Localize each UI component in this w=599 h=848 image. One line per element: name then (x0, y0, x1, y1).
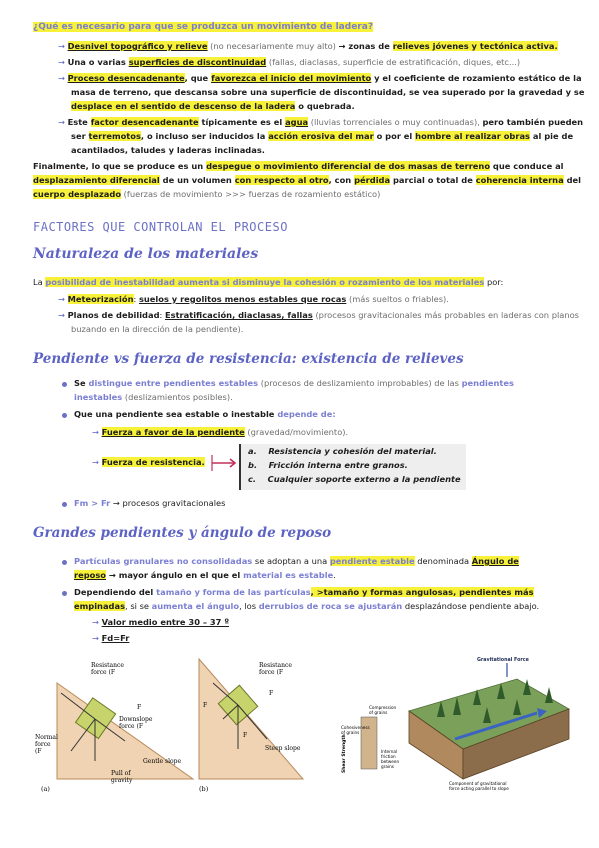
fig-a-downslope: Downslope (119, 716, 153, 723)
fig-a-fd-fr: F (137, 704, 142, 711)
text-span: al pie de (529, 131, 574, 141)
text-span: Dependiendo del (74, 587, 157, 597)
brace-arrow-icon (208, 450, 240, 476)
text-span: (procesos de deslizamiento improbables) de las (258, 378, 462, 388)
fig-c-shear: Shear Strength (342, 734, 347, 773)
fig-a-pull: Pull of (111, 770, 131, 777)
text-span: a. (248, 446, 257, 456)
text-span: (deslizamientos posibles). (122, 392, 233, 402)
fig-c-compression-2: of grains (369, 710, 388, 715)
text-span: se adoptan a una (252, 556, 330, 566)
text-span: cuerpo desplazado (33, 189, 122, 199)
text-span: : (159, 310, 165, 320)
fig-b-fd-fr: F (269, 690, 274, 697)
final-line-3 (33, 189, 380, 200)
text-span: agua (285, 117, 309, 127)
pendiente-heading: Pendiente vs fuerza de resistencia: existencia de relieves (33, 351, 464, 367)
text-span: c. (248, 474, 257, 484)
text-span: Partículas granulares no consolidadas (74, 556, 253, 566)
pendiente-bullet-3 (74, 498, 225, 509)
text-span: inestables (74, 392, 123, 402)
text-span: posibilidad de inestabilidad aumenta si disminuye la cohesión o rozamiento de los materiales (45, 277, 485, 287)
text-span: distingue entre pendientes estables (88, 378, 259, 388)
text-span: material es estable (243, 570, 334, 580)
arrow-icon: → (92, 617, 99, 627)
text-span: empinadas (74, 601, 126, 611)
text-span: pendiente estable (329, 556, 415, 566)
text-span: Proceso desencadenante (67, 73, 185, 83)
bullet-icon (62, 502, 67, 507)
text-span: Se (74, 378, 89, 388)
fig-c-cohesiveness-2: of grains (341, 730, 360, 735)
fig-a-downslope-2: force (F (119, 723, 144, 730)
intro-item-1 (58, 41, 558, 52)
grandes-value-2 (92, 633, 129, 644)
arrow-icon: → (58, 73, 65, 83)
text-span: reposo (74, 570, 106, 580)
text-span: Fd=Fr (101, 633, 130, 643)
fig-a-normal-3: (F (35, 748, 42, 755)
gravitational-force-block-diagram (337, 653, 574, 795)
text-span: relieves jóvenes y tectónica activa. (392, 41, 558, 51)
fig-a-normal-2: force (35, 741, 51, 748)
text-span: (procesos gravitacionales más probables en laderas con planos (312, 310, 580, 320)
arrow-icon: → (58, 117, 65, 127)
intro-item-3-line-3 (71, 101, 355, 112)
text-span: pendientes (461, 378, 514, 388)
fig-a-gentle: Gentle slope (143, 758, 181, 765)
bullet-icon (62, 591, 67, 596)
text-span: que conduce al (490, 161, 564, 171)
grandes-bullet-2 (74, 587, 534, 598)
resistance-item-a (248, 446, 437, 457)
text-span: o quebrada. (295, 101, 355, 111)
text-span: pero también pueden (482, 117, 584, 127)
text-span: denominada (414, 556, 472, 566)
pendiente-factor-1 (92, 427, 348, 438)
text-span: suelos y regolitos menos estables que rocas (138, 294, 347, 304)
text-span: desplace en el sentido de descenso de la ladera (71, 101, 296, 111)
text-span: desplazándose pendiente abajo. (402, 601, 540, 611)
text-span: Finalmente, lo que se produce es un (33, 161, 207, 171)
text-span: Cualquier soporte externo a la pendiente (267, 474, 461, 484)
text-span: Fuerza de resistencia. (101, 457, 205, 467)
intro-item-2 (58, 57, 520, 68)
text-span: Resistencia y cohesión del material. (268, 446, 437, 456)
fig-a-gravity: gravity (111, 777, 133, 784)
intro-item-4 (58, 117, 583, 128)
fig-a-normal: Normal (35, 734, 58, 741)
fig-c-internal-3: between (381, 759, 400, 764)
fig-a-label: (a) (41, 785, 50, 793)
text-span: y el coeficiente de rozamiento estático de la (371, 73, 582, 83)
text-span: depende de: (277, 409, 336, 419)
text-span: acción erosiva del mar (268, 131, 374, 141)
text-span: Fm > Fr (74, 498, 111, 508)
fig-c-compression: Compression (369, 705, 397, 710)
intro-item-3 (58, 73, 582, 84)
text-span: desplazamiento diferencial (33, 175, 160, 185)
text-span: Ángulo de (471, 556, 519, 566)
fig-c-component: Component of gravitational (449, 781, 507, 786)
text-span: Estratificación, diaclasas, fallas (164, 310, 313, 320)
text-span: con respecto al otro (234, 175, 329, 185)
fig-b-label: (b) (199, 785, 209, 793)
text-span: Valor medio entre 30 – 37 º (101, 617, 230, 627)
intro-title-text: ¿Qué es necesario para que se produzca un movimiento de ladera? (33, 22, 374, 32)
text-span: factor desencadenante (90, 117, 199, 127)
fig-c-internal: Internal (381, 749, 398, 754)
bullet-icon (62, 382, 67, 387)
intro-item-4-line-3: acantilados, taludes y laderas inclinadas. (71, 145, 265, 155)
fig-b-fn: F (203, 702, 208, 709)
text-span: (no necesariamente muy alto) (207, 41, 339, 51)
text-span: Una o varias (67, 57, 129, 67)
text-span: → procesos gravitacionales (110, 498, 226, 508)
resistance-item-b (248, 460, 408, 471)
arrow-icon: → (92, 633, 99, 643)
text-span: (más sueltos o friables). (346, 294, 449, 304)
grandes-bullet-1 (74, 556, 519, 567)
text-span: La (33, 277, 46, 287)
naturaleza-heading: Naturaleza de los materiales (33, 246, 259, 262)
text-span: Meteorización (67, 294, 134, 304)
text-span: (gravedad/movimiento). (244, 427, 349, 437)
text-span: , o incluso ser inducidos la (140, 131, 269, 141)
grandes-value-1 (92, 617, 229, 628)
pendiente-bullet-1 (74, 378, 514, 389)
naturaleza-item-1 (58, 294, 449, 305)
grandes-bullet-1-line-2 (74, 570, 336, 581)
arrow-icon: → (58, 310, 65, 320)
bullet-icon (62, 560, 67, 565)
text-span: (fallas, diaclasas, superficie de estratificación, diques, etc...) (266, 57, 521, 67)
text-span: hombre al realizar obras (415, 131, 530, 141)
pendiente-bullet-2 (74, 409, 336, 420)
fig-a-resistance-2: force (F (91, 669, 116, 676)
text-span: Fricción interna entre granos. (268, 460, 408, 470)
fig-b-steep: Steep slope (265, 745, 301, 752)
text-span: tamaño y forma de las partículas (156, 587, 311, 597)
text-span: b. (248, 460, 258, 470)
final-line-2 (33, 175, 581, 186)
text-span: , >tamaño y formas angulosas, pendientes más (310, 587, 534, 597)
fig-a-resistance: Resistance (91, 662, 124, 669)
text-span: parcial o total de (390, 175, 476, 185)
section-heading: FACTORES QUE CONTROLAN EL PROCESO (33, 220, 288, 234)
intro-item-4-line-2 (71, 131, 573, 142)
text-span: , que (184, 73, 212, 83)
slope-force-figure-ab (33, 653, 329, 795)
fig-b-resistance: Resistance (259, 662, 292, 669)
text-span: , con (328, 175, 355, 185)
fig-c-component-2: force acting parallel to slope (449, 786, 509, 791)
arrow-icon: → (92, 457, 99, 467)
text-span: típicamente es el (198, 117, 286, 127)
fig-c-gravitational: Gravitational Force (477, 658, 529, 663)
text-span: o por el (373, 131, 416, 141)
text-span: (fuerzas de movimiento >>> fuerzas de rozamiento estático) (121, 189, 381, 199)
text-span: aumenta el ángulo (151, 601, 240, 611)
fig-b-fd: F (243, 732, 248, 739)
grandes-heading: Grandes pendientes y ángulo de reposo (33, 525, 332, 541)
text-span: Que una pendiente sea estable o inestable (74, 409, 278, 419)
arrow-icon: → (58, 57, 65, 67)
arrow-icon: → (58, 294, 65, 304)
text-span: por: (484, 277, 504, 287)
text-span: despegue o movimiento diferencial de dos masas de terreno (206, 161, 491, 171)
text-span: coherencia interna (475, 175, 564, 185)
pendiente-bullet-1-line-2 (74, 392, 233, 403)
text-span: → mayor ángulo en el que el (106, 570, 244, 580)
text-span: : (133, 294, 139, 304)
text-span: ser (71, 131, 89, 141)
arrow-icon: → (92, 427, 99, 437)
text-span: Planos de debilidad (67, 310, 160, 320)
text-span: . (333, 570, 336, 580)
fig-c-internal-4: grains (381, 764, 394, 769)
text-span: → zonas de (338, 41, 393, 51)
bullet-icon (62, 413, 67, 418)
fig-b-resistance-2: force (F (259, 669, 284, 676)
text-span: derrubios de roca se ajustarán (258, 601, 403, 611)
text-span: favorezca el inicio del movimiento (211, 73, 372, 83)
naturaleza-item-2 (58, 310, 579, 321)
pendiente-factor-2 (92, 457, 205, 468)
arrow-icon: → (58, 41, 65, 51)
text-span: Este (67, 117, 91, 127)
final-line-1 (33, 161, 564, 172)
naturaleza-intro (33, 277, 503, 288)
intro-title (33, 22, 373, 33)
text-span: superficies de discontinuidad (128, 57, 267, 67)
grandes-bullet-2-line-2 (74, 601, 539, 612)
text-span: pérdida (354, 175, 391, 185)
text-span: , los (239, 601, 259, 611)
text-span: Desnivel topográfico y relieve (67, 41, 208, 51)
fig-c-internal-2: friction (381, 754, 396, 759)
text-span: de un volumen (159, 175, 235, 185)
text-span: , si se (125, 601, 152, 611)
intro-item-3-line-2: masa de terreno, que descansa sobre una superficie de discontinuidad, se vea superado por la gravedad y se (71, 87, 585, 97)
fig-c-cohesiveness: Cohesiveness (341, 725, 370, 730)
text-span: terremotos (88, 131, 141, 141)
resistance-item-c (248, 474, 461, 485)
text-span: Fuerza a favor de la pendiente (101, 427, 245, 437)
text-span: del (563, 175, 581, 185)
text-span: (lluvias torrenciales o muy continuadas), (308, 117, 483, 127)
naturaleza-item-2-line-2: buzando en la dirección de la pendiente). (71, 324, 244, 334)
